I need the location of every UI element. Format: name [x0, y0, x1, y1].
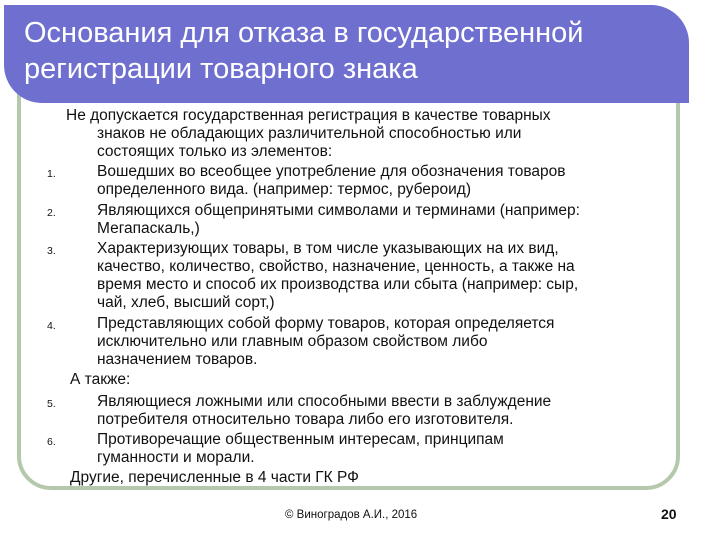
item-1-line-2: определенного вида. (например: термос, рубероид)	[97, 181, 472, 198]
item-6-line-2: гуманности и морали.	[97, 449, 255, 466]
item-1-line-1: Вошедших во всеобщее употребление для обозначения товаров	[97, 163, 566, 180]
title-line-1: Основания для отказа в государственной	[24, 17, 584, 49]
other-note: Другие, перечисленные в 4 части ГК РФ	[70, 469, 359, 486]
item-3-line-1: Характеризующих товары, в том числе указывающих на их вид,	[97, 240, 559, 257]
intro-line-3: состоящих только из элементов:	[97, 143, 333, 160]
item-4-line-1: Представляющих собой форму товаров, которая определяется	[97, 315, 555, 332]
title-banner	[4, 5, 689, 103]
intro-line-1: Не допускается государственная регистрация в качестве товарных	[66, 107, 551, 124]
item-number: 3.	[47, 245, 56, 257]
item-number: 5.	[47, 398, 56, 410]
item-2-line-2: Мегапаскаль,)	[97, 220, 200, 237]
item-number: 1.	[47, 168, 56, 180]
item-3-line-3: время место и способ их производства или сбыта (например: сыр,	[97, 276, 579, 293]
item-3-line-4: чай, хлеб, высший сорт,)	[97, 294, 275, 311]
item-number: 4.	[47, 320, 56, 332]
footer-copyright: © Виноградов А.И., 2016	[285, 509, 418, 521]
title-line-2: регистрации товарного знака	[24, 53, 418, 85]
item-4-line-3: назначением товаров.	[97, 351, 258, 368]
item-4-line-2: исключительно или главным образом свойством либо	[97, 333, 488, 350]
item-6-line-1: Противоречащие общественным интересам, принципам	[97, 431, 504, 448]
also-label: А также:	[70, 371, 131, 388]
slide-title	[24, 15, 664, 87]
item-number: 2.	[47, 207, 56, 219]
intro-line-2: знаков не обладающих различительной способностью или	[97, 125, 522, 142]
item-number: 6.	[47, 436, 56, 448]
item-2-line-1: Являющихся общепринятыми символами и терминами (например:	[97, 202, 580, 219]
item-5-line-1: Являющиеся ложными или способными ввести в заблуждение	[97, 393, 552, 410]
item-5-line-2: потребителя относительно товара либо его изготовителя.	[97, 411, 514, 428]
item-3-line-2: качество, количество, свойство, назначение, ценность, а также на	[97, 258, 575, 275]
page-number: 20	[661, 506, 677, 522]
